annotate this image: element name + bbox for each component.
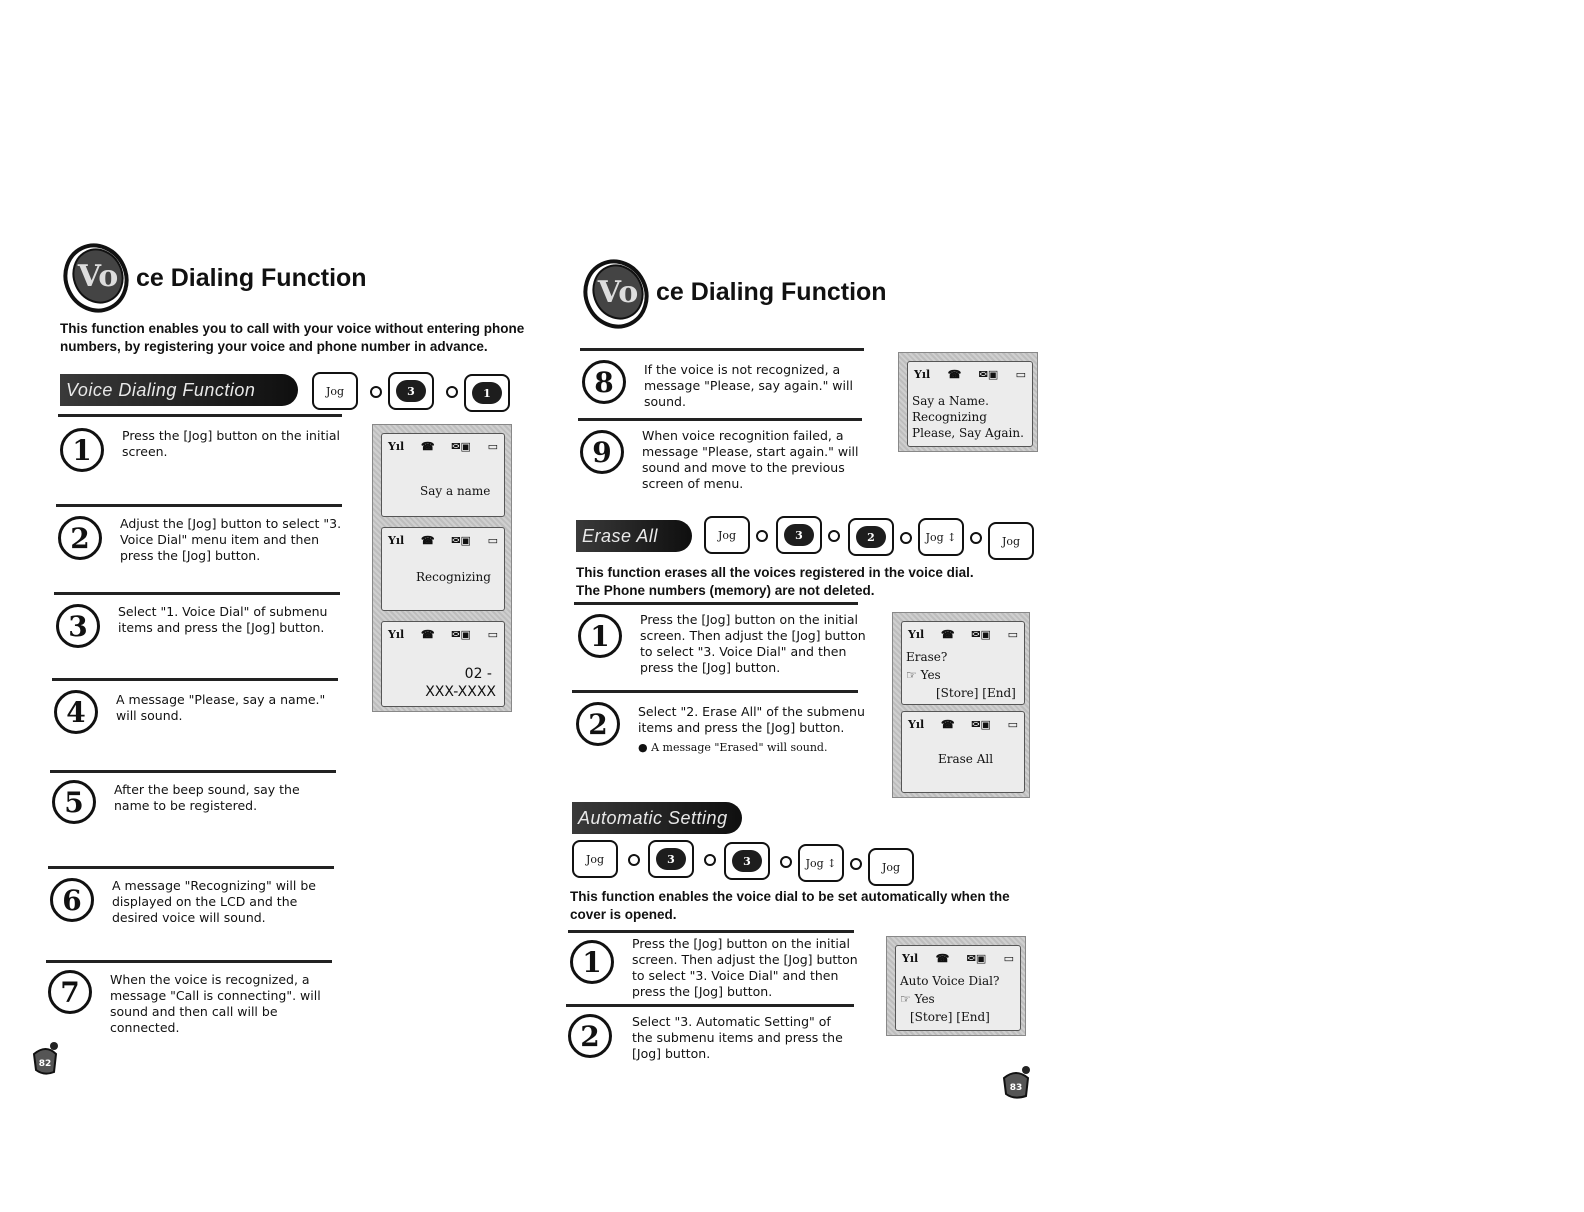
- mascot-icon: [1000, 1064, 1032, 1100]
- jog-scroll-key: Jog ↕: [798, 844, 844, 882]
- sequence-arrow-icon: [850, 858, 862, 870]
- battery-icon: ▭: [487, 439, 498, 453]
- sequence-arrow-icon: [704, 854, 716, 866]
- key-3: 3: [724, 842, 770, 880]
- battery-icon: ▭: [1007, 717, 1018, 731]
- lcd-screen: [381, 621, 505, 707]
- step-number: 3: [56, 604, 100, 648]
- section-banner: Erase All: [576, 520, 692, 552]
- step-text: A message "Recognizing" will be displayed on the LCD and the desired voice will sound.: [112, 878, 316, 925]
- lcd-text: Say a name: [420, 484, 491, 498]
- jog-key: Jog: [868, 848, 914, 886]
- lcd-text: Erase?: [906, 650, 948, 664]
- step-text: A message "Please, say a name." will sound.: [116, 692, 326, 723]
- phone-icon: ☎: [420, 627, 435, 641]
- step-number: 2: [576, 702, 620, 746]
- svg-text:Vo: Vo: [597, 275, 639, 310]
- lcd-screens: [892, 612, 1030, 798]
- lcd-text: ☞ Yes: [906, 668, 941, 682]
- divider: [58, 414, 342, 417]
- phone-icon: ☎: [935, 951, 950, 965]
- lcd-text: [Store] [End]: [910, 1010, 990, 1024]
- divider: [46, 960, 332, 963]
- sequence-arrow-icon: [970, 532, 982, 544]
- jog-scroll-key: Jog ↕: [918, 518, 964, 556]
- message-icon: ✉▣: [971, 717, 991, 731]
- lcd-text: Recognizing: [416, 570, 491, 584]
- key-1: 1: [464, 374, 510, 412]
- intro-text: This function enables the voice dial to be set automatically when the cover is opened.: [570, 889, 1010, 922]
- step-text: If the voice is not recognized, a message "Please, say again." will sound.: [644, 362, 853, 409]
- phone-icon: ☎: [420, 439, 435, 453]
- status-bar: [388, 438, 498, 454]
- message-icon: ✉▣: [978, 367, 999, 381]
- phone-icon: ☎: [420, 533, 435, 547]
- battery-icon: ▭: [487, 533, 498, 547]
- lcd-text: 02 -: [464, 666, 492, 682]
- step-number: 9: [580, 430, 624, 474]
- sequence-arrow-icon: [756, 530, 768, 542]
- status-bar: [908, 626, 1018, 642]
- jog-key: Jog: [572, 840, 618, 878]
- step-text: Press the [Jog] button on the initial screen. Then adjust the [Jog] button to select "3. Voice Dial" and then press the [Jog] button.: [640, 612, 866, 675]
- jog-key: Jog: [988, 522, 1034, 560]
- step-text: Select "3. Automatic Setting" of the submenu items and press the [Jog] button.: [632, 1014, 843, 1061]
- page-title: ce Dialing Function: [136, 264, 367, 292]
- step-text: When voice recognition failed, a message "Please, start again." will sound and move to the previous screen of menu.: [642, 428, 859, 491]
- divider: [578, 418, 862, 421]
- voice-logo-icon: [58, 238, 136, 316]
- message-icon: ✉▣: [451, 627, 471, 641]
- step-text: Press the [Jog] button on the initial screen. Then adjust the [Jog] button to select "3. Voice Dial" and then press the [Jog] button.: [632, 936, 858, 999]
- svg-text:83: 83: [1009, 1083, 1023, 1093]
- step-number: 2: [58, 516, 102, 560]
- signal-icon: Yıl: [902, 951, 919, 965]
- lcd-screens: [886, 936, 1026, 1036]
- section-banner: Automatic Setting: [572, 802, 742, 834]
- voice-logo-icon: [578, 254, 656, 332]
- step-number: 5: [52, 780, 96, 824]
- message-icon: ✉▣: [971, 627, 991, 641]
- divider: [566, 1004, 854, 1007]
- sequence-arrow-icon: [900, 532, 912, 544]
- divider: [574, 602, 858, 605]
- lcd-screen: [901, 621, 1025, 705]
- step-text-body: Select "2. Erase All" of the submenu items and press the [Jog] button.: [638, 704, 865, 735]
- svg-text:82: 82: [38, 1059, 52, 1069]
- step-number: 4: [54, 690, 98, 734]
- step-number: 6: [50, 878, 94, 922]
- signal-icon: Yıl: [908, 627, 925, 641]
- status-bar: [902, 950, 1014, 966]
- divider: [48, 866, 334, 869]
- step-text: Adjust the [Jog] button to select "3. Voice Dial" menu item and then press the [Jog] button.: [120, 516, 342, 563]
- battery-icon: ▭: [1015, 367, 1026, 381]
- lcd-text: ☞ Yes: [900, 992, 935, 1006]
- step-text: After the beep sound, say the name to be registered.: [114, 782, 300, 813]
- lcd-text: Auto Voice Dial?: [900, 974, 1000, 988]
- signal-icon: Yıl: [388, 439, 405, 453]
- lcd-screen: [907, 361, 1033, 447]
- step-text: Press the [Jog] button on the initial screen.: [122, 428, 340, 459]
- step-number: 1: [60, 428, 104, 472]
- sequence-arrow-icon: [370, 386, 382, 398]
- phone-icon: ☎: [940, 627, 955, 641]
- divider: [50, 770, 336, 773]
- lcd-screen: [381, 433, 505, 517]
- section-banner: Voice Dialing Function: [60, 374, 298, 406]
- key-3: 3: [648, 840, 694, 878]
- signal-icon: Yıl: [388, 627, 405, 641]
- sequence-arrow-icon: [628, 854, 640, 866]
- lcd-screens: [898, 352, 1038, 452]
- status-bar: [388, 532, 498, 548]
- status-bar: [914, 366, 1026, 382]
- sequence-arrow-icon: [446, 386, 458, 398]
- lcd-text: XXX-XXXX: [425, 684, 496, 700]
- lcd-text: Please, Say Again.: [912, 426, 1024, 440]
- lcd-text: Erase All: [938, 752, 994, 766]
- divider: [54, 592, 340, 595]
- key-2: 2: [848, 518, 894, 556]
- intro-text: This function erases all the voices registered in the voice dial. The Phone numbers (memory) are not deleted.: [576, 565, 974, 598]
- lcd-text: Recognizing: [912, 410, 987, 424]
- jog-key: Jog: [312, 372, 358, 410]
- divider: [56, 504, 342, 507]
- signal-icon: Yıl: [908, 717, 925, 731]
- jog-key: Jog: [704, 516, 750, 554]
- sequence-arrow-icon: [828, 530, 840, 542]
- step-number: 8: [582, 360, 626, 404]
- message-icon: ✉▣: [451, 439, 471, 453]
- lcd-text: Say a Name.: [912, 394, 989, 408]
- battery-icon: ▭: [487, 627, 498, 641]
- step-number: 1: [570, 940, 614, 984]
- status-bar: [908, 716, 1018, 732]
- divider: [580, 348, 864, 351]
- message-icon: ✉▣: [966, 951, 987, 965]
- svg-text:Vo: Vo: [77, 259, 119, 294]
- key-3: 3: [776, 516, 822, 554]
- signal-icon: Yıl: [388, 533, 405, 547]
- intro-text: This function enables you to call with your voice without entering phone numbers, by registering your voice and phone number in advance.: [60, 321, 525, 354]
- phone-icon: ☎: [940, 717, 955, 731]
- message-icon: ✉▣: [451, 533, 471, 547]
- phone-icon: ☎: [947, 367, 962, 381]
- lcd-screens: [372, 424, 512, 712]
- status-bar: [388, 626, 498, 642]
- key-3: 3: [388, 372, 434, 410]
- lcd-screen: [895, 945, 1021, 1031]
- step-text: [638, 704, 866, 756]
- lcd-screen: [901, 711, 1025, 793]
- divider: [52, 678, 338, 681]
- step-number: 1: [578, 614, 622, 658]
- battery-icon: ▭: [1007, 627, 1018, 641]
- step-number: 7: [48, 970, 92, 1014]
- divider: [572, 690, 858, 693]
- mascot-icon: [30, 1040, 62, 1076]
- battery-icon: ▭: [1003, 951, 1014, 965]
- step-number: 2: [568, 1014, 612, 1058]
- step-text: When the voice is recognized, a message "Call is connecting". will sound and then call will be connected.: [110, 972, 321, 1035]
- signal-icon: Yıl: [914, 367, 931, 381]
- divider: [568, 930, 854, 933]
- lcd-screen: [381, 527, 505, 611]
- page-title: ce Dialing Function: [656, 278, 887, 306]
- step-note: ● A message "Erased" will sound.: [638, 741, 828, 754]
- lcd-text: [Store] [End]: [936, 686, 1016, 700]
- sequence-arrow-icon: [780, 856, 792, 868]
- step-text: Select "1. Voice Dial" of submenu items and press the [Jog] button.: [118, 604, 328, 635]
